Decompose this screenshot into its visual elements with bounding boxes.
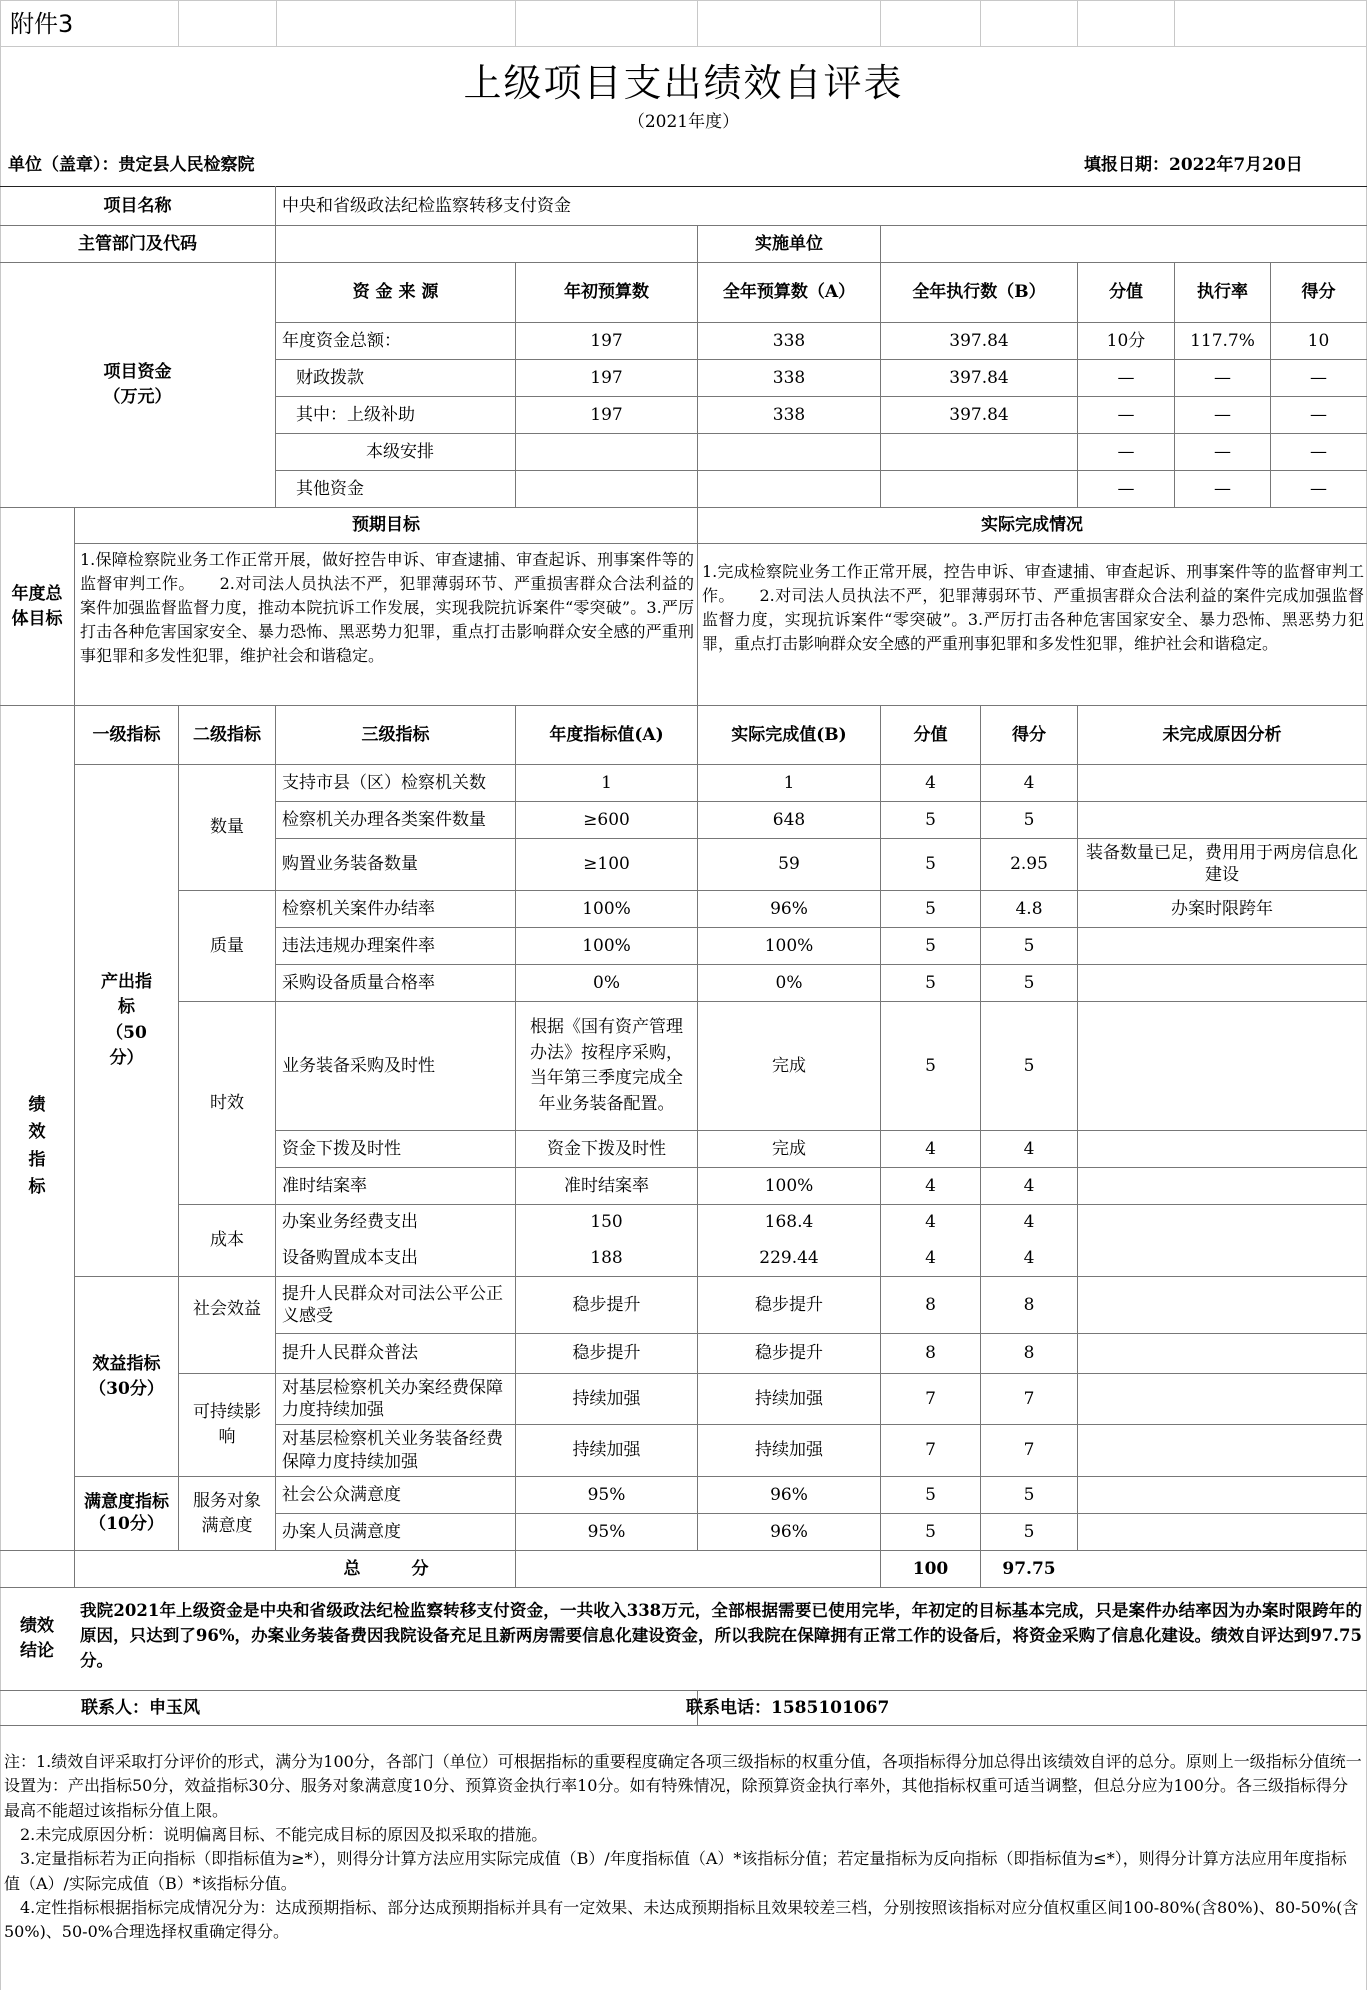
funds-cell [516, 434, 697, 470]
conclusion-label: 绩效结论 [20, 1616, 54, 1661]
indicator-cell: 96% [770, 898, 808, 919]
indicator-cell: 持续加强 [755, 1440, 823, 1461]
funds-cell: 年度资金总额： [282, 330, 401, 351]
indicator-header-cell: 二级指标 [193, 724, 261, 745]
funds-header-cell: 资 金 来 源 [352, 282, 439, 303]
indicator-cell: 5 [925, 854, 936, 875]
indicator-cell: 业务装备采购及时性 [282, 1055, 435, 1076]
indicator-header-cell: 得分 [1012, 724, 1046, 745]
page-title: 上级项目支出绩效自评表 [463, 61, 904, 106]
indicator-cell: 4 [925, 1248, 936, 1269]
indicator-cell: 对基层检察机关办案经费保障力度持续加强 [282, 1377, 503, 1420]
indicator-cell: 提升人民群众对司法公平公正义感受 [282, 1283, 503, 1326]
indicator-cell: 100% [582, 898, 631, 919]
indicator-cell: 社会公众满意度 [282, 1484, 401, 1505]
indicator-cell: 完成 [772, 1138, 806, 1159]
indicator-cell: ≥600 [583, 809, 630, 830]
indicator-cell: 4 [925, 772, 936, 793]
indicator-cell: 168.4 [764, 1212, 814, 1233]
funds-cell: 10 [1307, 330, 1330, 351]
indicator-header-cell: 未完成原因分析 [1162, 724, 1282, 745]
indicator-cell: 检察机关办理各类案件数量 [282, 809, 486, 830]
indicator-cell: 资金下拨及时性 [547, 1138, 666, 1159]
indicator-cell: 对基层检察机关业务装备经费保障力度持续加强 [282, 1429, 503, 1472]
indicator-cell: 100% [764, 935, 814, 956]
funds-cell: — [1214, 441, 1231, 462]
timeliness-label: 时效 [210, 1092, 244, 1113]
funds-cell: — [1117, 367, 1135, 388]
indicator-cell: 根据《国有资产管理办法》按程序采购，当年第三季度完成全年业务装备配置。 [530, 1017, 683, 1114]
funds-cell [881, 434, 1077, 470]
indicator-cell: 装备数量已足，费用用于两房信息化建设 [1086, 843, 1358, 885]
funds-header-cell: 全年执行数（B） [912, 282, 1046, 303]
sustainable-impact-label: 可持续影响 [193, 1402, 261, 1447]
indicator-cell [1078, 1514, 1366, 1550]
funds-cell: 197 [590, 367, 623, 388]
indicator-cell: 持续加强 [572, 1440, 641, 1461]
annual-goal-label: 年度总体目标 [11, 583, 63, 629]
satisfaction-indicator-label: 满意度指标 （10分） [84, 1492, 169, 1534]
indicator-cell: 设备购置成本支出 [282, 1248, 418, 1269]
funds-cell: — [1117, 441, 1135, 462]
funds-cell: 197 [590, 404, 623, 425]
indicator-cell: 1 [783, 772, 795, 793]
actual-result-header: 实际完成情况 [981, 515, 1083, 536]
funds-cell: 197 [590, 330, 623, 351]
indicator-cell [1078, 928, 1366, 964]
indicator-cell: 购置业务装备数量 [282, 854, 418, 875]
funds-cell: 其中：上级补助 [296, 404, 415, 425]
indicator-cell [1078, 1334, 1366, 1373]
indicator-cell: 稳步提升 [572, 1294, 641, 1315]
indicator-cell: 0% [775, 972, 803, 993]
cost-label: 成本 [210, 1230, 244, 1251]
indicator-cell [1078, 965, 1366, 1001]
indicator-cell: 7 [1023, 1440, 1035, 1461]
dept-value [276, 226, 696, 262]
funds-cell: — [1117, 404, 1135, 425]
funds-cell [698, 434, 880, 470]
funds-cell: — [1310, 404, 1327, 425]
indicator-cell: 5 [925, 1521, 936, 1542]
funds-cell: — [1214, 404, 1231, 425]
indicator-cell: 4 [1023, 1248, 1035, 1269]
indicator-cell: 8 [1023, 1343, 1035, 1364]
indicator-cell: 5 [925, 972, 936, 993]
indicator-cell: 5 [1023, 1484, 1035, 1505]
indicator-cell: 5 [925, 898, 936, 919]
funds-header-cell: 年初预算数 [564, 282, 649, 303]
indicator-cell: 资金下拨及时性 [282, 1138, 401, 1159]
benefit-indicator-label: 效益指标 （30分） [89, 1353, 164, 1399]
funds-cell: 10分 [1106, 330, 1146, 351]
funds-cell [698, 471, 880, 507]
contact-person: 联系人：申玉风 [81, 1697, 200, 1718]
funds-cell [516, 471, 697, 507]
indicator-cell [1078, 1277, 1366, 1333]
indicator-cell [1078, 1002, 1366, 1130]
indicator-cell: 2.95 [1010, 854, 1048, 875]
dept-label: 主管部门及代码 [78, 233, 197, 254]
performance-indicators-label: 绩效指标 [28, 1095, 46, 1197]
indicator-header-cell: 三级指标 [361, 724, 430, 745]
indicator-cell [1078, 765, 1366, 801]
indicator-cell: 稳步提升 [755, 1294, 823, 1315]
indicator-cell: 4 [925, 1175, 936, 1196]
expected-goal-text: 1.保障检察院业务工作正常开展，做好控告申诉、审查逮捕、审查起诉、刑事案件等的监督审判工作。 2.对司法人员执法不严，犯罪薄弱环节、严重损害群众合法利益的案件加强监督监督力度，推动本院抗诉工作发展，实现我院抗诉案件“零突破”。3.严厉打击各种危害国家安全、暴力恐怖、黑恶势力犯罪，重点打击影响群众安全感的严重刑事犯罪和多发性犯罪，维护社会和谐稳定。 [80, 550, 694, 665]
total-label: 总 分 [343, 1558, 429, 1579]
indicator-cell: 100% [764, 1175, 814, 1196]
indicator-cell: 5 [1023, 1055, 1035, 1076]
indicator-cell: 1 [601, 772, 612, 793]
quality-label: 质量 [210, 935, 244, 956]
indicator-cell: 229.44 [759, 1248, 819, 1269]
actual-result-text: 1.完成检察院业务工作正常开展，控告申诉、审查逮捕、审查起诉、刑事案件等的监督审判工作。 2.对司法人员执法不严，犯罪薄弱环节、严重损害群众合法利益的案件完成加强监督监督力度，实现抗诉案件“零突破”。3.严厉打击各种危害国家安全、暴力恐怖、黑恶势力犯罪，重点打击影响群众安全感的严重刑事犯罪和多发性犯罪，维护社会和谐稳定。 [702, 562, 1364, 653]
indicator-header-cell: 分值 [913, 724, 948, 745]
funds-header-cell: 得分 [1301, 282, 1336, 303]
funds-cell: 本级安排 [366, 441, 434, 462]
indicator-cell [1078, 1131, 1366, 1167]
indicator-cell: 8 [925, 1343, 936, 1364]
funds-cell: — [1214, 367, 1231, 388]
footnote-1: 注：1.绩效自评采取打分评价的形式，满分为100分，各部门（单位）可根据指标的重要程度确定各项三级指标的权重分值，各项指标得分加总得出该绩效自评的总分。原则上一级指标分值统一设置为：产出指标50分，效益指标30分、服务对象满意度10分、预算资金执行率10分。如有特殊情况，除预算资金执行率外，其他指标权重可适当调整，但总分应为100分。各三级指标得分最高不能超过该指标分值上限。 [4, 1752, 1362, 1820]
indicator-cell: 准时结案率 [564, 1175, 649, 1196]
funds-cell: — [1310, 367, 1327, 388]
indicator-cell: 8 [1023, 1294, 1035, 1315]
indicator-cell: 4 [1023, 1212, 1035, 1233]
indicator-cell: 7 [925, 1388, 936, 1409]
indicator-cell: 5 [925, 1484, 936, 1505]
funds-header-cell: 全年预算数（A） [722, 282, 856, 303]
indicator-cell: 4 [925, 1212, 936, 1233]
indicator-cell: 提升人民群众普法 [282, 1343, 418, 1364]
indicator-cell: 持续加强 [755, 1388, 823, 1409]
funds-cell: 117.7% [1190, 330, 1255, 351]
indicator-cell: 违法违规办理案件率 [282, 935, 435, 956]
project-name-label: 项目名称 [103, 195, 172, 216]
expected-goal-header: 预期目标 [352, 515, 420, 536]
indicator-cell [1078, 1168, 1366, 1204]
funds-cell: — [1214, 478, 1231, 499]
indicator-cell: 稳步提升 [755, 1343, 823, 1364]
indicator-cell: 7 [1023, 1388, 1035, 1409]
funds-cell: 其他资金 [296, 478, 364, 499]
footnote-3: 3.定量指标若为正向指标（即指标值为≥*），则得分计算方法应用实际完成值（B）/年度指标值（A）*该指标分值；若定量指标为反向指标（即指标值为≤*），则得分计算方法应用年度指标值（A）/实际完成值（B）*该指标分值。 [4, 1849, 1347, 1893]
indicator-cell: ≥100 [583, 854, 630, 875]
indicator-cell: 办案业务经费支出 [282, 1212, 418, 1233]
indicator-cell [1078, 1425, 1366, 1476]
indicator-cell: 4 [925, 1138, 936, 1159]
funds-header-cell: 分值 [1109, 282, 1143, 303]
funds-header-cell: 执行率 [1197, 282, 1248, 303]
funds-cell: 338 [772, 330, 806, 351]
funds-cell: 397.84 [949, 367, 1009, 388]
indicator-cell: 办案人员满意度 [282, 1521, 401, 1542]
funds-cell: 397.84 [949, 330, 1009, 351]
indicator-cell: 5 [1023, 1521, 1035, 1542]
indicator-cell: 96% [770, 1484, 808, 1505]
funds-cell: — [1310, 441, 1327, 462]
funds-cell: 338 [772, 367, 806, 388]
indicator-cell: 5 [1023, 935, 1035, 956]
indicator-cell: 稳步提升 [572, 1343, 641, 1364]
indicator-cell: 支持市县（区）检察机关数 [282, 772, 486, 793]
indicator-cell: 8 [925, 1294, 936, 1315]
conclusion-text: 我院2021年上级资金是中央和省级政法纪检监察转移支付资金，一共收入338万元，全部根据需要已使用完毕，年初定的目标基本完成，只是案件办结率因为办案时限跨年的原因，只达到了96%，办案业务装备费因我院设备充足且新两房需要信息化建设资金，所以我院在保障拥有正常工作的设备后，将资金采购了信息化建设。绩效自评达到97.75分。 [80, 1601, 1362, 1670]
indicator-cell: 96% [770, 1521, 808, 1542]
indicator-cell: 7 [925, 1440, 936, 1461]
indicator-cell: 648 [772, 809, 806, 830]
unit-label: 单位（盖章）：贵定县人民检察院 [8, 154, 255, 175]
indicator-cell [1078, 1205, 1366, 1240]
funds-cell: 财政拨款 [296, 367, 364, 388]
footnote-2: 2.未完成原因分析：说明偏离目标、不能完成目标的原因及拟采取的措施。 [4, 1824, 548, 1844]
year-note: （2021年度） [627, 111, 740, 132]
indicator-cell [1078, 1477, 1366, 1513]
contact-phone: 联系电话：1585101067 [686, 1697, 890, 1718]
indicator-cell: 95% [587, 1521, 626, 1542]
indicator-cell: 5 [1023, 972, 1035, 993]
indicator-cell: 5 [925, 935, 936, 956]
indicator-cell: 办案时限跨年 [1171, 898, 1273, 919]
quantity-label: 数量 [210, 817, 244, 838]
indicator-header-cell: 一级指标 [92, 724, 161, 745]
funds-cell [881, 471, 1077, 507]
indicator-cell [1078, 1374, 1366, 1424]
total-score: 97.75 [1002, 1558, 1056, 1579]
indicator-cell [1078, 802, 1366, 838]
social-benefit-label: 社会效益 [193, 1299, 261, 1319]
indicator-cell [1078, 1241, 1366, 1276]
indicator-cell: 5 [925, 809, 936, 830]
indicator-cell: 5 [925, 1055, 936, 1076]
indicator-cell: 准时结案率 [282, 1175, 367, 1196]
indicator-cell: 持续加强 [572, 1388, 641, 1409]
indicator-cell: 59 [778, 854, 800, 875]
impl-unit-label: 实施单位 [755, 233, 823, 254]
funds-cell: 338 [772, 404, 806, 425]
indicator-cell: 4 [1023, 1175, 1035, 1196]
indicator-cell: 150 [590, 1212, 623, 1233]
indicator-cell: 0% [593, 972, 620, 993]
impl-unit-value [881, 226, 1366, 262]
total-max-score: 100 [912, 1558, 949, 1579]
indicator-cell: 完成 [772, 1055, 806, 1076]
funds-label: 项目资金 （万元） [103, 362, 172, 407]
indicator-cell: 4.8 [1015, 898, 1043, 919]
funds-cell: — [1117, 478, 1135, 499]
fill-date: 填报日期：2022年7月20日 [1084, 154, 1303, 175]
project-name-value: 中央和省级政法纪检监察转移支付资金 [282, 195, 571, 216]
indicator-cell: 95% [587, 1484, 626, 1505]
funds-cell: — [1310, 478, 1327, 499]
indicator-header-cell: 实际完成值(B) [731, 724, 847, 745]
output-indicator-label: 产出指标 （50分） [101, 971, 152, 1068]
indicator-cell: 4 [1023, 1138, 1035, 1159]
indicator-cell: 188 [590, 1248, 623, 1269]
indicator-cell: 检察机关案件办结率 [282, 898, 435, 919]
service-satisfaction-label: 服务对象满意度 [193, 1490, 261, 1536]
footnotes [4, 1750, 1362, 1986]
indicator-header-cell: 年度指标值(A) [549, 724, 664, 745]
indicator-cell: 100% [582, 935, 631, 956]
indicator-cell: 采购设备质量合格率 [282, 972, 435, 993]
indicator-cell: 4 [1023, 772, 1035, 793]
funds-cell: 397.84 [949, 404, 1009, 425]
attachment-label: 附件3 [10, 9, 74, 38]
indicator-cell: 5 [1023, 809, 1035, 830]
footnote-4: 4.定性指标根据指标完成情况分为：达成预期指标、部分达成预期指标并具有一定效果、未达成预期指标且效果较差三档，分别按照该指标对应分值权重区间100-80%(含80%)、80-50%(含50%)、50-0%合理选择权重确定得分。 [4, 1897, 1359, 1942]
